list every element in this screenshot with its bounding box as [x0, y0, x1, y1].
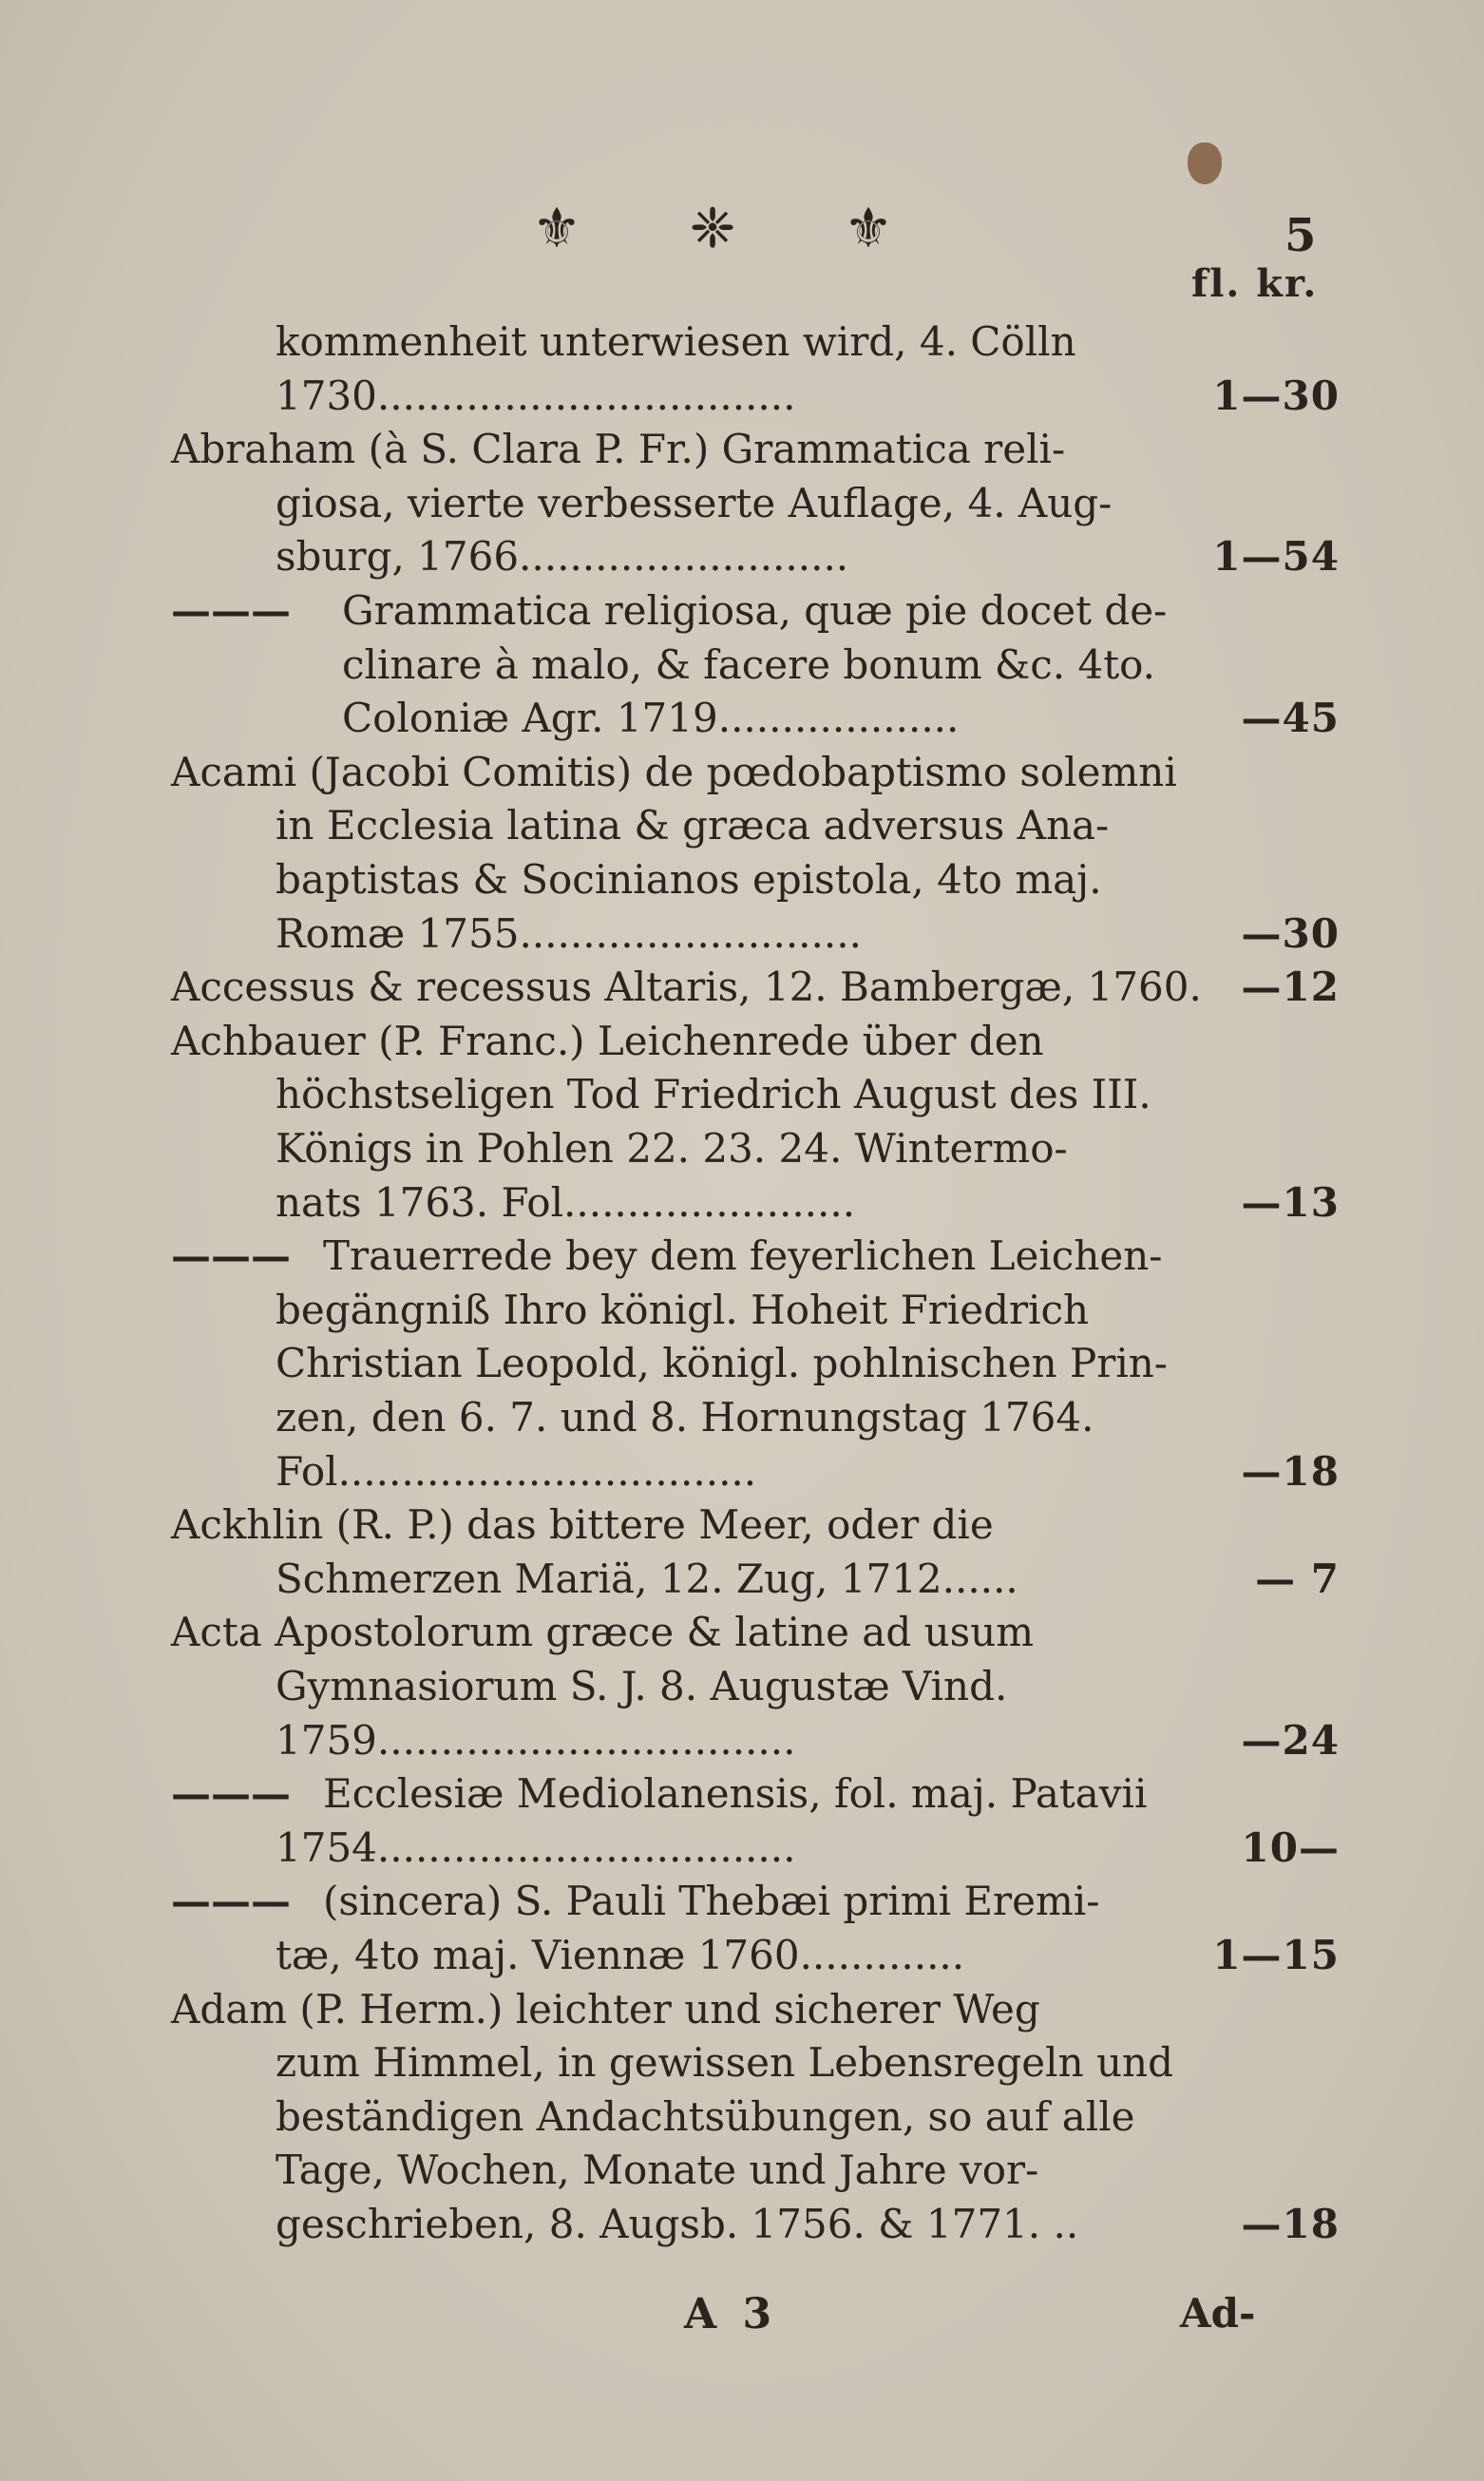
catalog-line — [162, 370, 1340, 423]
catalog-line — [162, 639, 1340, 692]
catalog-line — [162, 1230, 1340, 1283]
entry-text: baptistas & Socinianos epistola, 4to maj. — [276, 856, 1102, 903]
catalog-line — [162, 315, 1340, 369]
header-ornament — [532, 195, 893, 261]
ornament-center: ❈ — [689, 196, 736, 260]
catalog-line — [162, 1122, 1340, 1175]
entry-text: Ackhlin (R. P.) das bittere Meer, oder die — [171, 1501, 994, 1549]
entry-text: Christian Leopold, königl. pohlnischen Prin- — [276, 1340, 1168, 1387]
catalog-line — [162, 692, 1340, 745]
entry-text: 1759................................. — [276, 1716, 796, 1764]
entry-text: in Ecclesia latina & græca adversus Ana- — [276, 802, 1110, 849]
catalog-line — [162, 1015, 1340, 1068]
entry-text: Romæ 1755........................... — [276, 909, 862, 957]
entry-text: beständigen Andachtsübungen, so auf alle — [276, 2092, 1135, 2140]
entry-price: — 7 — [1255, 1555, 1340, 1602]
entry-text: Gymnasiorum S. J. 8. Augustæ Vind. — [276, 1663, 1008, 1709]
entry-text: (sincera) S. Pauli Thebæi primi Eremi- — [323, 1878, 1100, 1925]
entry-text: höchstseligen Tod Friedrich August des III. — [276, 1071, 1151, 1118]
catalog-line — [162, 1767, 1340, 1821]
ink-stain — [1188, 143, 1222, 184]
entry-text: Grammatica religiosa, quæ pie docet de- — [342, 587, 1168, 634]
catalog-line — [162, 1875, 1340, 1928]
catalog-line — [162, 746, 1340, 799]
entry-text: sburg, 1766.......................... — [276, 533, 849, 581]
entry-price: —18 — [1241, 1447, 1340, 1495]
catalog-line — [162, 530, 1340, 583]
entry-price: 10— — [1241, 1823, 1340, 1871]
entry-text: clinare à malo, & facere bonum &c. 4to. — [342, 640, 1155, 688]
entry-text: Ecclesiæ Mediolanensis, fol. maj. Patavii — [323, 1770, 1148, 1818]
ditto-dash: ——— — [171, 1770, 291, 1818]
entry-text: Fol................................. — [276, 1447, 757, 1495]
entry-text: nats 1763. Fol....................... — [276, 1178, 856, 1226]
entry-text: Schmerzen Mariä, 12. Zug, 1712...... — [276, 1555, 1018, 1602]
catalog-line — [162, 1176, 1340, 1230]
ditto-dash: ——— — [171, 1232, 291, 1280]
entry-text: Accessus & recessus Altaris, 12. Bambergæ, 1760. — [171, 964, 1202, 1011]
entry-text: Acta Apostolorum græce & latine ad usum — [171, 1609, 1035, 1656]
ditto-dash: ——— — [171, 1878, 291, 1925]
catalog-line — [162, 1983, 1340, 2036]
entry-text: geschrieben, 8. Augsb. 1756. & 1771. .. — [276, 2201, 1079, 2247]
ditto-dash: ——— — [171, 587, 291, 634]
catalog-line — [162, 584, 1340, 638]
entry-text: begängniß Ihro königl. Hoheit Friedrich — [276, 1286, 1090, 1333]
entry-text: Abraham (à S. Clara P. Fr.) Grammatica reli- — [171, 426, 1066, 473]
entry-text: zen, den 6. 7. und 8. Hornungstag 1764. — [276, 1394, 1094, 1441]
catalog-line — [162, 2144, 1340, 2197]
catalog-line — [162, 1337, 1340, 1390]
entry-text: kommenheit unterwiesen wird, 4. Cölln — [276, 318, 1076, 365]
entry-price: 1—15 — [1212, 1932, 1340, 1978]
entry-text: Acami (Jacobi Comitis) de pœdobaptismo solemni — [171, 748, 1177, 795]
catchword: Ad- — [1180, 2290, 1256, 2337]
catalog-line — [162, 907, 1340, 961]
entry-text: 1754................................. — [276, 1823, 796, 1871]
catalog-line — [162, 2036, 1340, 2090]
ornament-left: ⚜ — [532, 196, 581, 260]
catalog-line — [162, 477, 1340, 530]
ornament-right: ⚜ — [843, 196, 893, 260]
catalog-line — [162, 1445, 1340, 1498]
entry-text: zum Himmel, in gewissen Lebensregeln und — [276, 2039, 1173, 2087]
entry-price: 1—30 — [1212, 372, 1340, 419]
signature-mark: A 3 — [684, 2290, 778, 2338]
entry-text: Achbauer (P. Franc.) Leichenrede über den — [171, 1017, 1044, 1064]
catalog-line — [162, 1714, 1340, 1767]
catalog-line — [162, 961, 1340, 1014]
catalog-line — [162, 799, 1340, 852]
catalog-line — [162, 1391, 1340, 1444]
catalog-line — [162, 1822, 1340, 1875]
entry-text: Tage, Wochen, Monate und Jahre vor- — [276, 2147, 1039, 2194]
page-number: 5 — [1284, 209, 1317, 262]
catalog-line — [162, 2090, 1340, 2144]
entry-price: —24 — [1241, 1716, 1340, 1764]
entry-text: Trauerrede bey dem feyerlichen Leichen- — [323, 1232, 1163, 1280]
catalog-line — [162, 1660, 1340, 1713]
entry-text: Königs in Pohlen 22. 23. 24. Wintermo- — [276, 1125, 1068, 1172]
entry-price: 1—54 — [1212, 533, 1340, 581]
catalog-line — [162, 423, 1340, 476]
entry-text: tæ, 4to maj. Viennæ 1760............. — [276, 1932, 965, 1978]
entry-text: giosa, vierte verbesserte Auflage, 4. Aug- — [276, 479, 1113, 526]
entry-price: —30 — [1241, 909, 1340, 957]
catalog-line — [162, 2198, 1340, 2251]
catalog-line — [162, 853, 1340, 907]
entry-text: 1730................................. — [276, 372, 796, 419]
entry-text: Adam (P. Herm.) leichter und sicherer Weg — [171, 1985, 1040, 2033]
catalog-line — [162, 1498, 1340, 1552]
currency-header: fl. kr. — [1191, 261, 1319, 306]
entry-price: —12 — [1241, 964, 1340, 1011]
catalog-line — [162, 1606, 1340, 1659]
entry-text: Coloniæ Agr. 1719................... — [342, 695, 960, 742]
catalog-line — [162, 1929, 1340, 1982]
entry-price: —45 — [1241, 695, 1340, 742]
catalog-line — [162, 1068, 1340, 1121]
catalog-line — [162, 1553, 1340, 1606]
entry-price: —18 — [1241, 2201, 1340, 2247]
entry-price: —13 — [1241, 1178, 1340, 1226]
catalog-line — [162, 1284, 1340, 1337]
